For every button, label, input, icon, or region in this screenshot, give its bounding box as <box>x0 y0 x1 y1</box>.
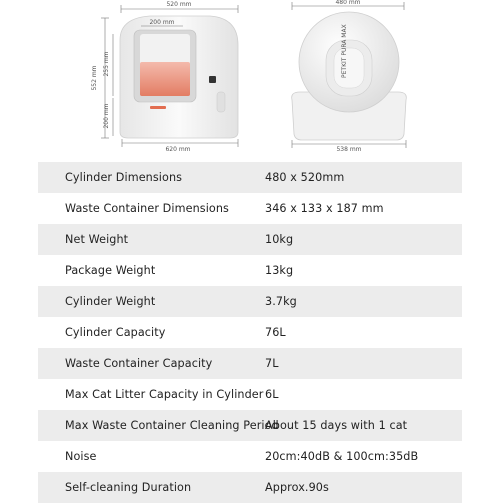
spec-row <box>38 255 462 286</box>
spec-label: Max Waste Container Cleaning Period <box>65 419 279 432</box>
spec-row <box>38 379 462 410</box>
spec-value: 7L <box>265 357 279 370</box>
spec-label: Net Weight <box>65 233 129 246</box>
base-width-label: 620 mm <box>165 146 191 153</box>
spec-value: 6L <box>265 388 279 401</box>
spec-label: Noise <box>65 450 97 463</box>
spec-row <box>38 224 462 255</box>
spec-value: About 15 days with 1 cat <box>265 419 408 432</box>
spec-row <box>38 162 462 193</box>
front-width-label: 520 mm <box>166 1 192 8</box>
spec-label: Cylinder Capacity <box>65 326 166 339</box>
spec-label: Package Weight <box>65 264 156 277</box>
spec-row <box>38 472 462 503</box>
spec-row <box>38 441 462 472</box>
spec-value: 346 x 133 x 187 mm <box>265 202 384 215</box>
spec-row <box>38 193 462 224</box>
window-height-label: 255 mm <box>103 51 110 77</box>
side-recess-inner <box>334 48 364 88</box>
front-light-strip <box>150 106 166 109</box>
spec-label: Waste Container Capacity <box>65 357 213 370</box>
spec-value: 13kg <box>265 264 294 277</box>
spec-value: Approx.90s <box>265 481 329 494</box>
front-view <box>91 1 238 153</box>
product-dimension-diagram <box>0 0 500 158</box>
dimension-illustration <box>0 0 500 158</box>
brand-text: PETKIT PURA MAX <box>341 24 348 78</box>
spec-value: 480 x 520mm <box>265 171 345 184</box>
spec-value: 10kg <box>265 233 294 246</box>
spec-row <box>38 348 462 379</box>
spec-label: Waste Container Dimensions <box>65 202 229 215</box>
top-width-label: 480 mm <box>335 0 361 6</box>
spec-label: Cylinder Weight <box>65 295 156 308</box>
window-width-label: 200 mm <box>149 19 175 26</box>
specifications-table <box>38 162 462 503</box>
total-height-label: 552 mm <box>91 65 98 91</box>
spec-label: Max Cat Litter Capacity in Cylinder <box>65 388 264 401</box>
lower-height-label: 200 mm <box>103 103 110 129</box>
spec-value: 76L <box>265 326 286 339</box>
spec-value: 20cm:40dB & 100cm:35dB <box>265 450 419 463</box>
side-base-width-label: 538 mm <box>336 146 362 153</box>
spec-row <box>38 410 462 441</box>
spec-row <box>38 317 462 348</box>
spec-row <box>38 286 462 317</box>
spec-label: Self-cleaning Duration <box>65 481 192 494</box>
side-handle <box>217 92 225 112</box>
spec-label: Cylinder Dimensions <box>65 171 183 184</box>
front-window-red-glow <box>140 62 190 96</box>
power-button-icon <box>209 76 216 83</box>
side-view <box>292 0 407 153</box>
spec-value: 3.7kg <box>265 295 297 308</box>
